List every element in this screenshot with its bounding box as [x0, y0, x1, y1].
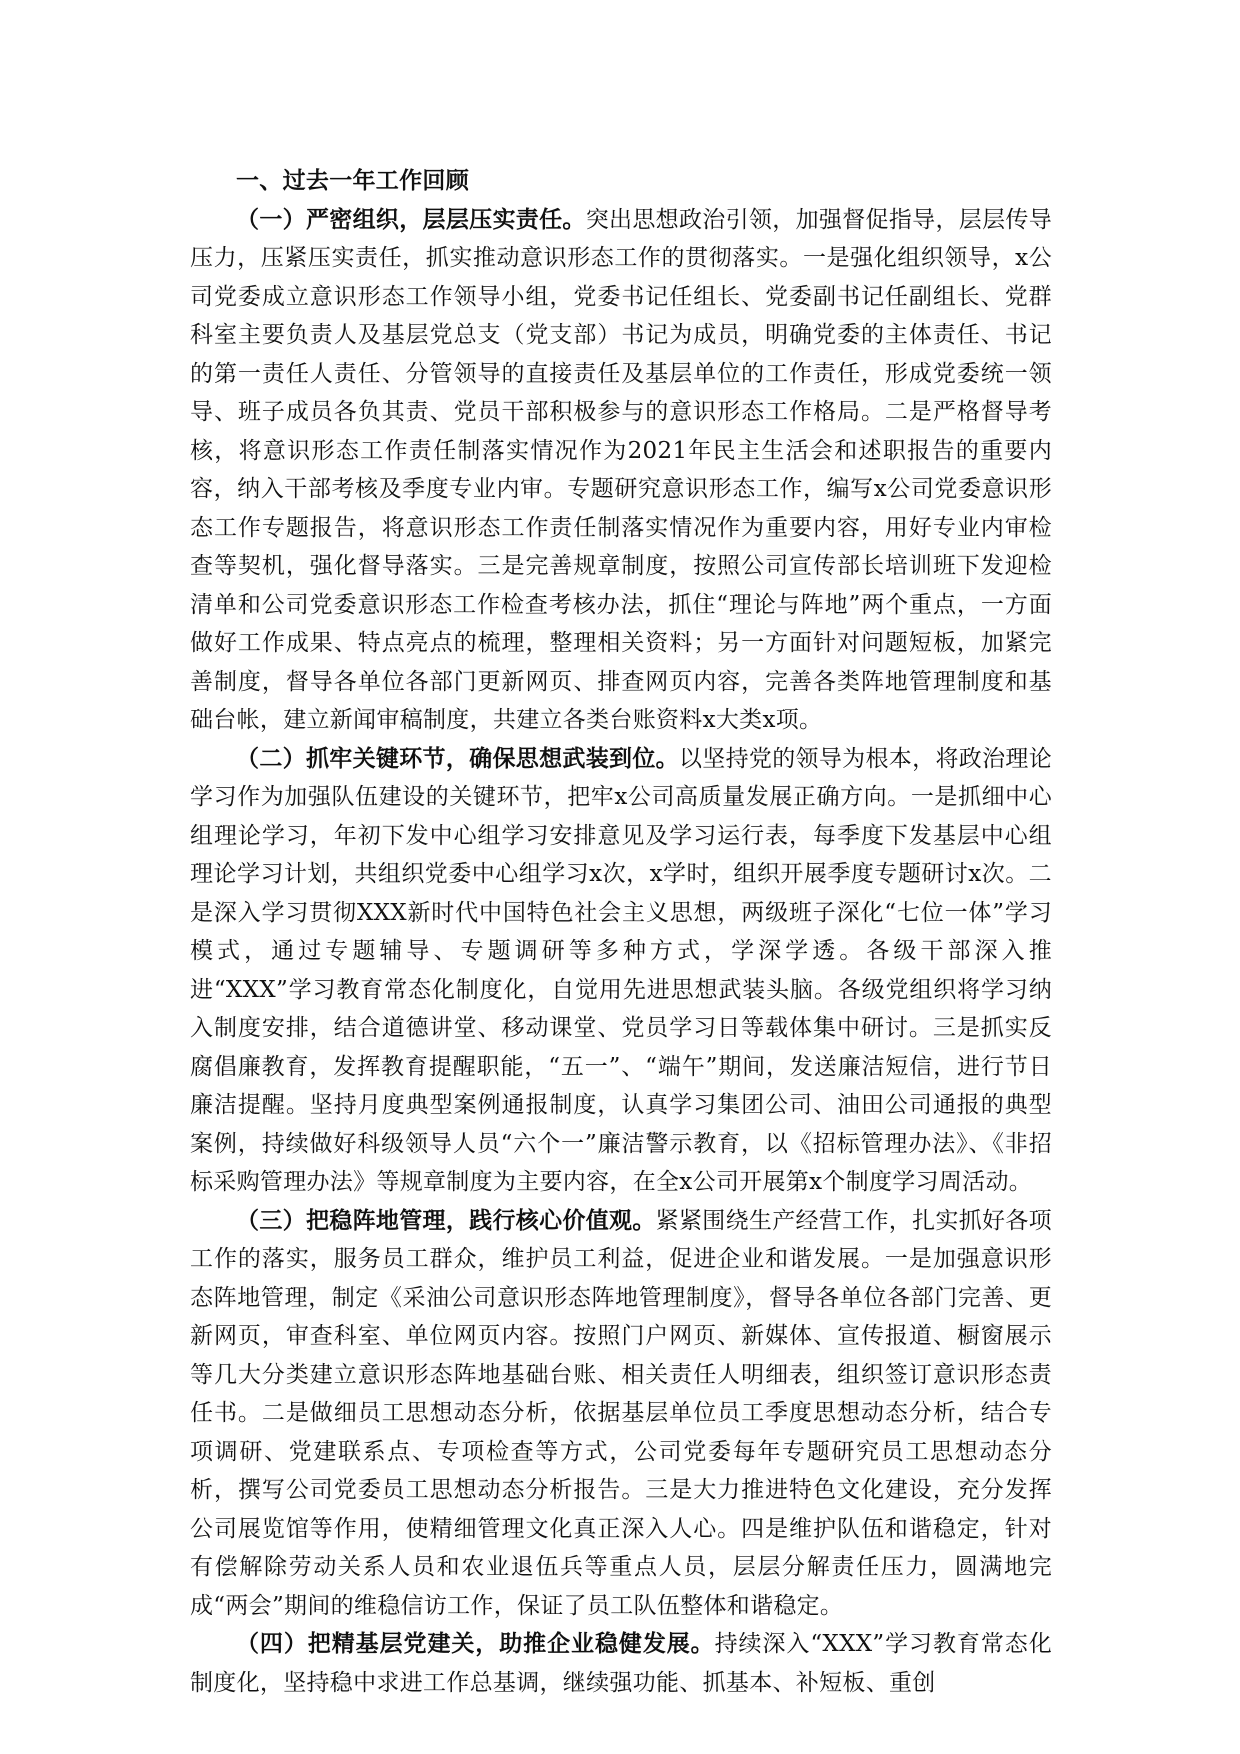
paragraph-2-body: 以坚持党的领导为根本，将政治理论学习作为加强队伍建设的关键环节，把牢x公司高质量发展正确方向。一是抓细中心组理论学习，年初下发中心组学习安排意见及学习运行表，每季度下发基层中心组理论学习计划，共组织党委中心组学习x次，x学时，组织开展季度专题研讨x次。二是深入学习贯彻XXX新时代中国特色社会主义思想，两级班子深化“七位一体”学习模式，通过专题辅导、专题调研等多种方式，学深学透。各级干部深入推进“XXX”学习教育常态化制度化，自觉用先进思想武装头脑。各级党组织将学习纳入制度安排，结合道德讲堂、移动课堂、党员学习日等载体集中研讨。三是抓实反腐倡廉教育，发挥教育提醒职能，“五一”、“端午”期间，发送廉洁短信，进行节日廉洁提醒。坚持月度典型案例通报制度，认真学习集团公司、油田公司通报的典型案例，持续做好科级领导人员“六个一”廉洁警示教育，以《招标管理办法》、《非招标采购管理办法》等规章制度为主要内容，在全x公司开展第x个制度学习周活动。 — [190, 745, 1052, 1195]
paragraph-4-heading: （四）把精基层党建关，助推企业稳健发展。 — [236, 1631, 715, 1657]
paragraph-1-heading: （一）严密组织，层层压实责任。 — [236, 206, 586, 233]
paragraph-1-body: 突出思想政治引领，加强督促指导，层层传导压力，压紧压实责任，抓实推动意识形态工作的贯彻落实。一是强化组织领导，x公司党委成立意识形态工作领导小组，党委书记任组长、党委副书记任副组长、党群科室主要负责人及基层党总支（党支部）书记为成员，明确党委的主体责任、书记的第一责任人责任、分管领导的直接责任及基层单位的工作责任，形成党委统一领导、班子成员各负其责、党员干部积极参与的意识形态工作格局。二是严格督导考核，将意识形态工作责任制落实情况作为2021年民主生活会和述职报告的重要内容，纳入干部考核及季度专业内审。专题研究意识形态工作，编写x公司党委意识形态工作专题报告，将意识形态工作责任制落实情况作为重要内容，用好专业内审检查等契机，强化督导落实。三是完善规章制度，按照公司宣传部长培训班下发迎检清单和公司党委意识形态工作检查考核办法，抓住“理论与阵地”两个重点，一方面做好工作成果、特点亮点的梳理，整理相关资料；另一方面针对问题短板，加紧完善制度，督导各单位各部门更新网页、排查网页内容，完善各类阵地管理制度和基础台帐，建立新闻审稿制度，共建立各类台账资料x大类x项。 — [190, 206, 1053, 733]
paragraph-3-heading: （三）把稳阵地管理，践行核心价值观。 — [236, 1207, 656, 1234]
paragraph-3-body: 紧紧围绕生产经营工作，扎实抓好各项工作的落实，服务员工群众，维护员工利益，促进企业和谐发展。一是加强意识形态阵地管理，制定《采油公司意识形态阵地管理制度》，督导各单位各部门完善、更新网页，审查科室、单位网页内容。按照门户网页、新媒体、宣传报道、橱窗展示等几大分类建立意识形态阵地基础台账、相关责任人明细表，组织签订意识形态责任书。二是做细员工思想动态分析，依据基层单位员工季度思想动态分析，结合专项调研、党建联系点、专项检查等方式，公司党委每年专题研究员工思想动态分析，撰写公司党委员工思想动态分析报告。三是大力推进特色文化建设，充分发挥公司展览馆等作用，使精细管理文化真正深入人心。四是维护队伍和谐稳定，针对有偿解除劳动关系人员和农业退伍兵等重点人员，层层分解责任压力，圆满地完成“两会”期间的维稳信访工作，保证了员工队伍整体和谐稳定。 — [190, 1207, 1052, 1619]
paragraph-2 — [190, 740, 1052, 1202]
paragraph-4-body: 持续深入“XXX”学习教育常态化制度化，坚持稳中求进工作总基调，继续强功能、抓基本、补短板、重创 — [190, 1631, 1052, 1696]
paragraph-2-heading: （二）抓牢关键环节，确保思想武装到位。 — [236, 745, 679, 772]
paragraph-4 — [190, 1625, 1052, 1702]
section-title: 一、过去一年工作回顾 — [236, 168, 469, 194]
paragraph-3 — [190, 1202, 1052, 1626]
document-page — [190, 162, 1052, 1702]
paragraph-1 — [190, 201, 1052, 740]
